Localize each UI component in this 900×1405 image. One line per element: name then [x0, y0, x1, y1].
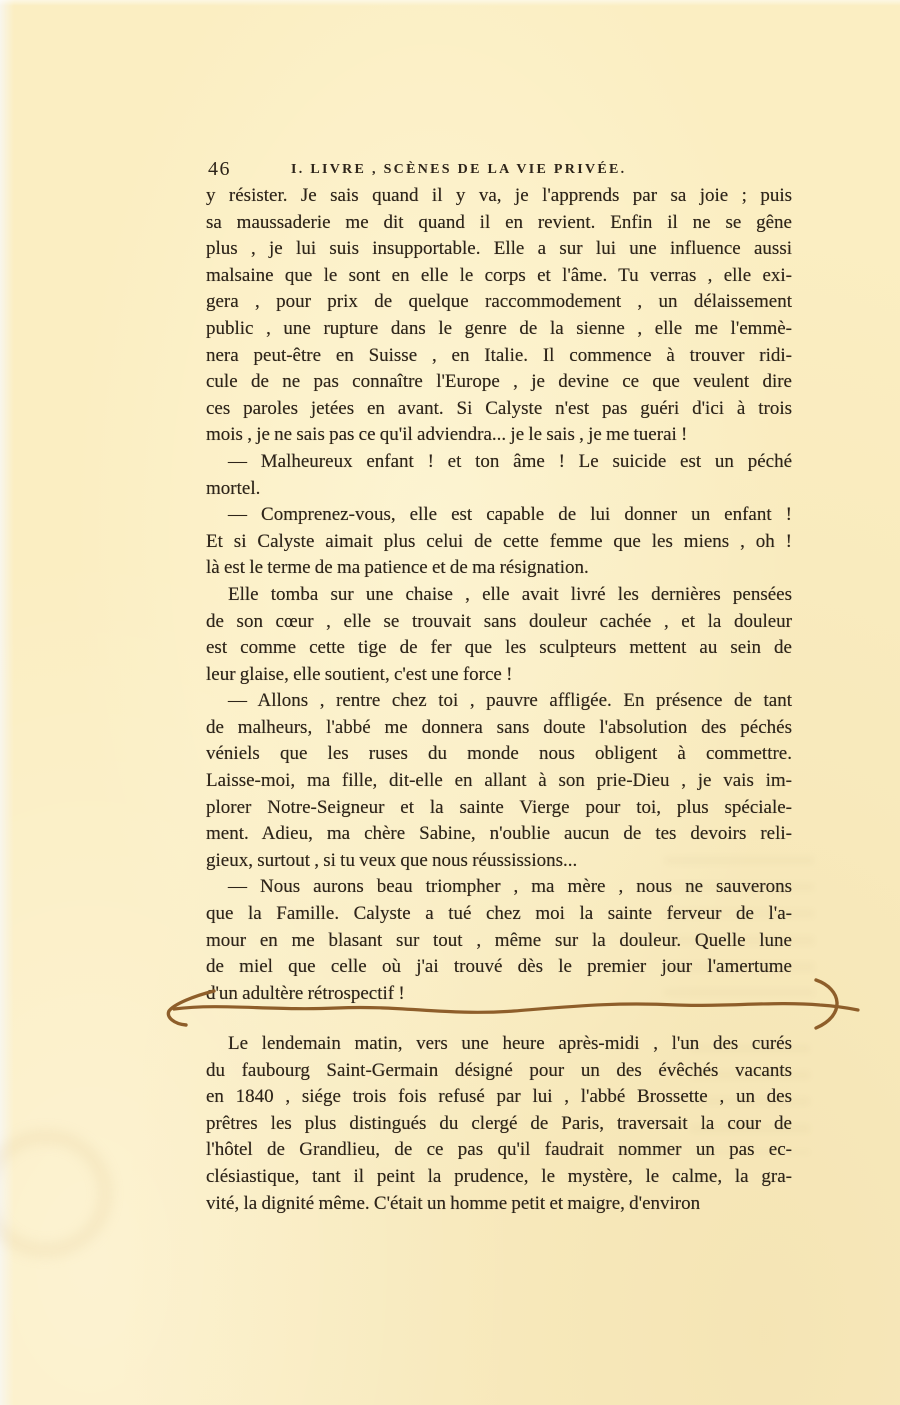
text-line: mour en me blasant sur tout , même sur la douleur. Quelle lune	[206, 929, 792, 951]
page-number: 46	[208, 158, 231, 180]
text-line: Laisse-moi, ma fille, dit-elle en allant à son prie-Dieu , je vais im-	[206, 770, 792, 792]
text-line: mortel.	[206, 477, 261, 499]
text-line: gera , pour prix de quelque raccommodement , un délaissement	[206, 291, 792, 313]
text-line: de malheurs, l'abbé me donnera sans doute l'absolution des péchés	[206, 716, 792, 738]
text-line: clésiastique, tant il peint la prudence, le mystère, le calme, la gra-	[206, 1165, 792, 1187]
paragraph	[206, 183, 792, 449]
text-line: là est le terme de ma patience et de ma résignation.	[206, 557, 589, 579]
text-line: Elle tomba sur une chaise , elle avait livré les dernières pensées	[228, 583, 792, 605]
hand-drawn-separator-flourish	[152, 974, 870, 1038]
text-section-top	[206, 183, 792, 1007]
paper-stain-ring	[0, 1132, 110, 1255]
text-line: public , une rupture dans le genre de la sienne , elle me l'emmè-	[206, 317, 792, 339]
separator-main-line	[174, 1004, 858, 1013]
text-line: vité, la dignité même. C'était un homme petit et maigre, d'environ	[206, 1192, 701, 1214]
text-line: d'un adultère rétrospectif !	[206, 982, 405, 1004]
paragraph	[206, 582, 792, 688]
text-line: cule de ne pas connaître l'Europe , je devine ce que veulent dire	[206, 371, 792, 393]
text-line: malsaine que le sont en elle le corps et l'âme. Tu verras , elle exi-	[206, 264, 792, 286]
text-line: est comme cette tige de fer que les sculpteurs mettent au sein de	[206, 637, 792, 659]
text-line: — Comprenez-vous, elle est capable de lui donner un enfant !	[228, 504, 792, 526]
text-line: de miel que celle où j'ai trouvé dès le premier jour l'amertume	[206, 956, 792, 978]
text-line: plorer Notre-Seigneur et la sainte Vierge pour toi, plus spéciale-	[206, 796, 792, 818]
text-line: — Malheureux enfant ! et ton âme ! Le suicide est un péché	[228, 450, 792, 472]
text-line: ment. Adieu, ma chère Sabine, n'oublie aucun de tes devoirs reli-	[206, 823, 792, 845]
page-top-edge	[0, 0, 900, 6]
text-line: de son cœur , elle se trouvait sans douleur cachée , et la douleur	[206, 610, 792, 632]
text-line: Le lendemain matin, vers une heure après-midi , l'un des curés	[228, 1033, 792, 1054]
text-line: mois , je ne sais pas ce qu'il adviendra... je le sais , je me tuerai !	[206, 424, 688, 446]
text-line: l'hôtel de Grandlieu, de ce pas qu'il faudrait nommer un pas ec-	[206, 1139, 792, 1161]
running-header	[0, 158, 900, 184]
text-section-bottom	[206, 1031, 792, 1217]
text-line: — Nous aurons beau triompher , ma mère , nous ne sauverons	[228, 876, 792, 898]
text-line: du faubourg Saint-Germain désigné pour un des évêchés vacants	[206, 1059, 792, 1081]
text-line: gieux, surtout , si tu veux que nous réussissions...	[206, 849, 578, 871]
paragraph	[206, 502, 792, 582]
text-line: nera peut-être en Suisse , en Italie. Il commence à trouver ridi-	[206, 344, 792, 366]
text-line: véniels que les ruses du monde nous obligent à commettre.	[206, 743, 792, 765]
paragraph	[206, 688, 792, 874]
text-line: que la Famille. Calyste a tué chez moi la sainte ferveur de l'a-	[206, 903, 792, 925]
paragraph	[206, 1031, 792, 1217]
text-line: ces paroles jetées en avant. Si Calyste n'est pas guéri d'ici à trois	[206, 397, 792, 419]
text-line: — Allons , rentre chez toi , pauvre affligée. En présence de tant	[228, 690, 792, 712]
text-line: plus , je lui suis insupportable. Elle a sur lui une influence aussi	[206, 238, 792, 260]
text-line: prêtres les plus distingués du clergé de Paris, traversait la cour de	[206, 1112, 792, 1134]
text-line: y résister. Je sais quand il y va, je l'apprends par sa joie ; puis	[206, 185, 792, 206]
text-line: Et si Calyste aimait plus celui de cette femme que les miens , oh !	[206, 530, 792, 552]
text-line: en 1840 , siége trois fois refusé par lui , l'abbé Brossette , un des	[206, 1086, 792, 1108]
text-line: sa maussaderie me dit quand il en revient. Enfin il ne se gêne	[206, 211, 792, 233]
text-line: leur glaise, elle soutient, c'est une force !	[206, 663, 513, 685]
paragraph	[206, 449, 792, 502]
running-title: I. LIVRE , SCÈNES DE LA VIE PRIVÉE.	[291, 162, 627, 177]
